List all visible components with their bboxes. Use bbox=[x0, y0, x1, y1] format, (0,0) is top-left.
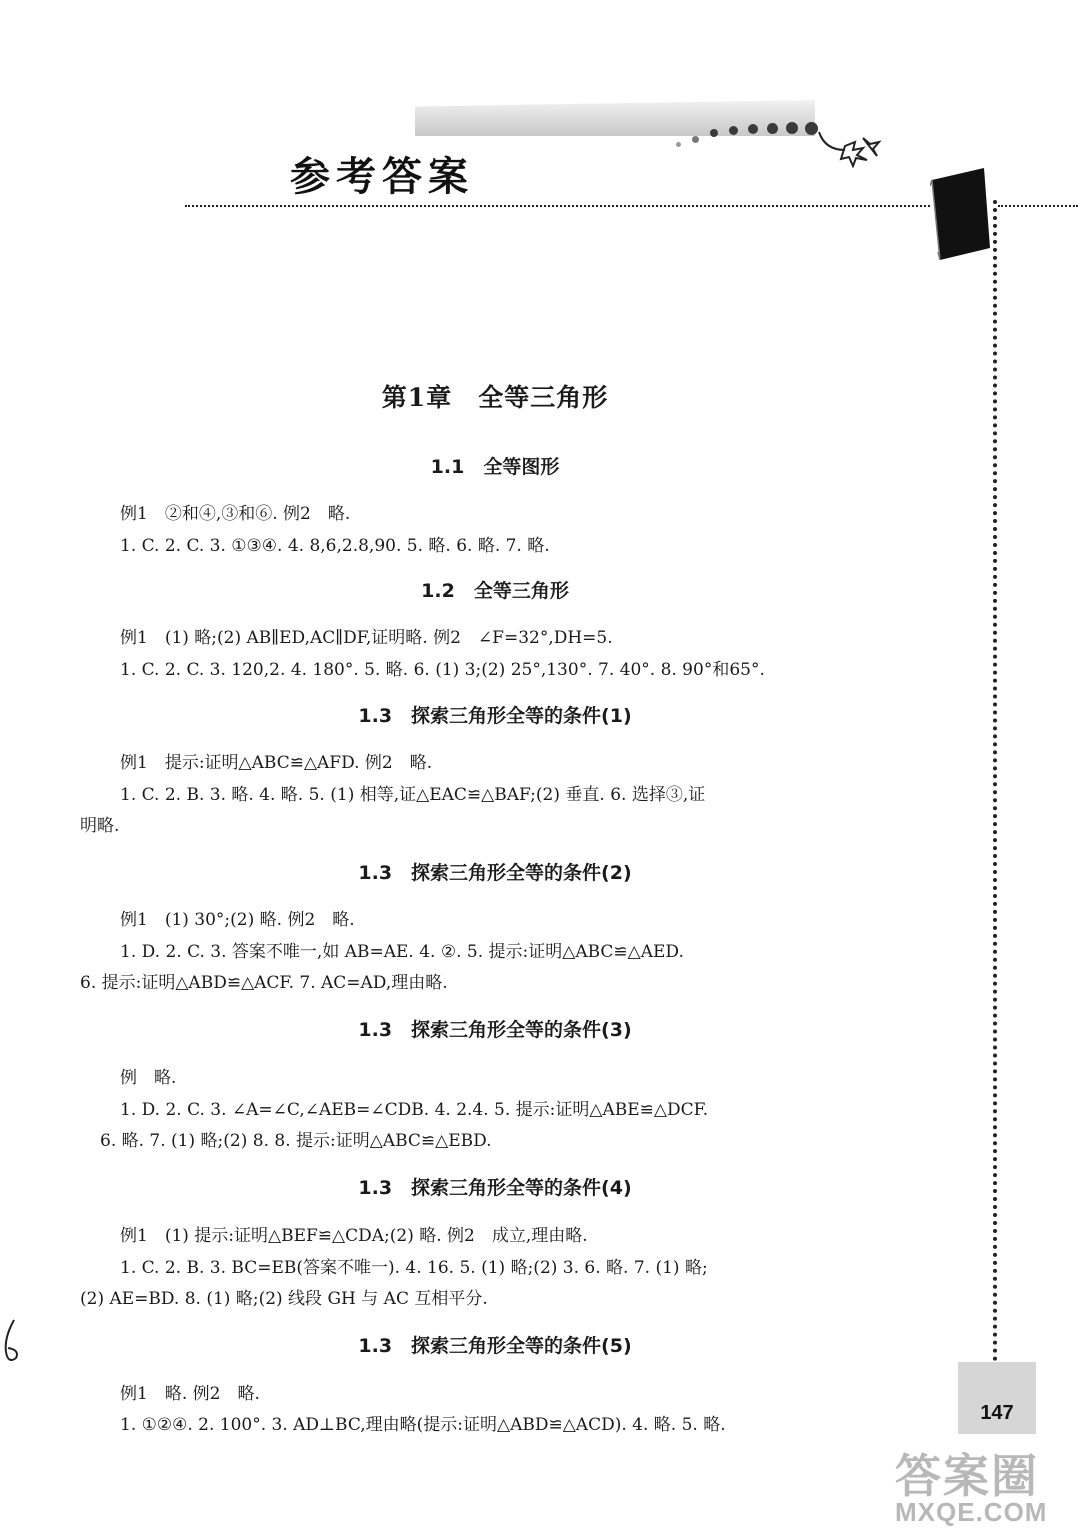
answer-line: 例1 (1) 提示:证明△BEF≌△CDA;(2) 略. 例2 成立,理由略. bbox=[120, 1226, 588, 1246]
header-dotted-rule-right bbox=[998, 205, 1078, 207]
page-title: 参考答案 bbox=[290, 154, 474, 200]
answer-line: 6. 略. 7. (1) 略;(2) 8. 8. 提示:证明△ABC≌△EBD. bbox=[100, 1131, 492, 1151]
answer-line: 例1 略. 例2 略. bbox=[120, 1384, 260, 1404]
swirl-star-ornament bbox=[815, 128, 885, 168]
decor-dot bbox=[748, 124, 758, 134]
watermark-logo: 答案圈 bbox=[895, 1449, 1039, 1503]
watermark-url: MXQE.COM bbox=[895, 1497, 1048, 1527]
section-heading: 1.3 探索三角形全等的条件(4) bbox=[358, 1177, 632, 1199]
header-dotted-rule bbox=[185, 205, 930, 207]
decor-dot bbox=[786, 122, 798, 134]
answer-line: (2) AE=BD. 8. (1) 略;(2) 线段 GH 与 AC 互相平分. bbox=[80, 1289, 488, 1309]
answer-line: 1. C. 2. B. 3. BC=EB(答案不唯一). 4. 16. 5. (1) 略;(2) 3. 6. 略. 7. (1) 略; bbox=[120, 1258, 708, 1278]
decor-dot bbox=[767, 123, 778, 134]
section-heading: 1.1 全等图形 bbox=[430, 456, 560, 478]
decor-dot bbox=[710, 129, 718, 137]
page-number: 147 bbox=[980, 1402, 1014, 1424]
section-heading: 1.3 探索三角形全等的条件(5) bbox=[358, 1335, 632, 1357]
answer-line: 例1 (1) 30°;(2) 略. 例2 略. bbox=[120, 910, 355, 930]
section-heading: 1.3 探索三角形全等的条件(1) bbox=[358, 705, 632, 727]
right-dotted-rule bbox=[993, 200, 997, 1370]
section-heading: 1.2 全等三角形 bbox=[421, 580, 569, 602]
decor-dot bbox=[692, 136, 699, 143]
answer-line: 1. D. 2. C. 3. ∠A=∠C,∠AEB=∠CDB. 4. 2.4. 5. 提示:证明△ABE≌△DCF. bbox=[120, 1100, 709, 1120]
decor-dot bbox=[729, 126, 738, 135]
answer-line: 1. C. 2. B. 3. 略. 4. 略. 5. (1) 相等,证△EAC≌△BAF;(2) 垂直. 6. 选择③,证 bbox=[120, 785, 706, 805]
answer-line: 明略. bbox=[80, 816, 120, 836]
answer-line: 1. D. 2. C. 3. 答案不唯一,如 AB=AE. 4. ②. 5. 提示:证明△ABC≌△AED. bbox=[120, 942, 684, 962]
answer-line: 例 略. bbox=[120, 1068, 177, 1088]
corner-tab-decoration bbox=[930, 168, 992, 260]
answer-line: 例1 (1) 略;(2) AB∥ED,AC∥DF,证明略. 例2 ∠F=32°,DH=5. bbox=[120, 628, 613, 648]
answer-line: 1. ①②④. 2. 100°. 3. AD⊥BC,理由略(提示:证明△ABD≌△ACD). 4. 略. 5. 略. bbox=[120, 1415, 726, 1435]
answer-line: 1. C. 2. C. 3. 120,2. 4. 180°. 5. 略. 6. (1) 3;(2) 25°,130°. 7. 40°. 8. 90°和65°. bbox=[120, 660, 765, 680]
answer-line: 6. 提示:证明△ABD≌△ACF. 7. AC=AD,理由略. bbox=[80, 973, 448, 993]
section-heading: 1.3 探索三角形全等的条件(2) bbox=[358, 862, 632, 884]
section-heading: 1.3 探索三角形全等的条件(3) bbox=[358, 1019, 632, 1041]
answer-line: 例1 提示:证明△ABC≌△AFD. 例2 略. bbox=[120, 753, 433, 773]
answer-line: 1. C. 2. C. 3. ①③④. 4. 8,6,2.8,90. 5. 略. 6. 略. 7. 略. bbox=[120, 536, 550, 556]
margin-scribble bbox=[0, 1318, 20, 1366]
answer-line: 例1 ②和④,③和⑥. 例2 略. bbox=[120, 504, 351, 524]
decor-dot bbox=[676, 142, 681, 147]
chapter-title: 第1章 全等三角形 bbox=[381, 383, 609, 412]
